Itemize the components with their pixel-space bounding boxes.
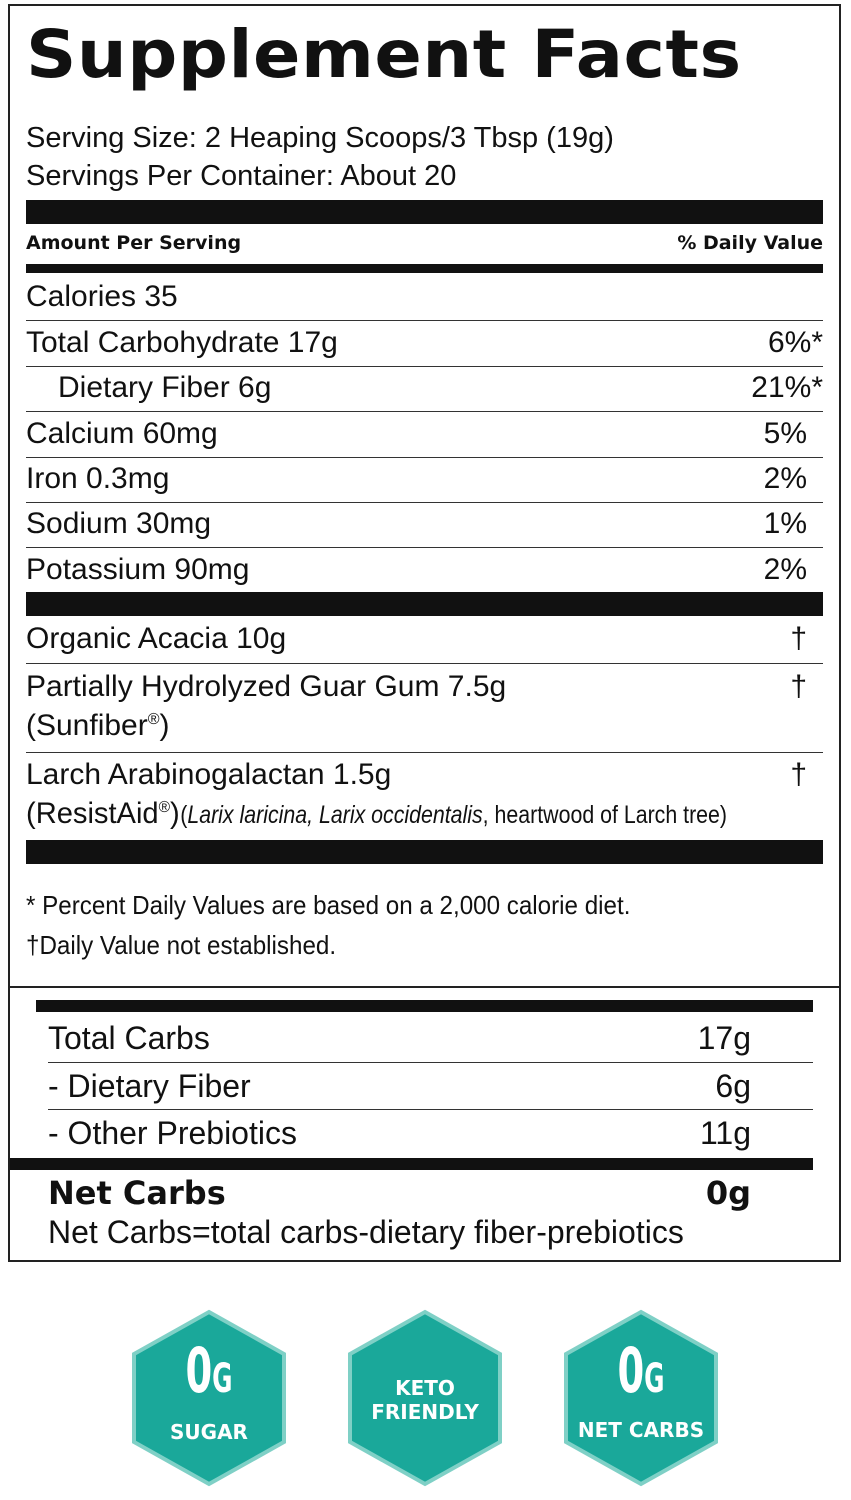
dv-potassium: 2% — [763, 553, 807, 586]
serving-size: Serving Size: 2 Heaping Scoops/3 Tbsp (19g) — [26, 122, 614, 154]
footnote-daily-values: * Percent Daily Values are based on a 2,000 calorie diet. — [26, 890, 631, 920]
row-divider — [26, 411, 823, 412]
row-divider — [26, 502, 823, 503]
net-carbs-formula: Net Carbs=total carbs-dietary fiber-prebiotics — [48, 1214, 684, 1250]
facts-title: Supplement Facts — [26, 16, 742, 93]
row-divider — [26, 663, 823, 664]
daily-value-header: % Daily Value — [677, 232, 823, 254]
row-divider — [26, 366, 823, 367]
carbs-value-other-prebiotics: 11g — [699, 1115, 751, 1151]
row-divider — [26, 752, 823, 753]
thick-divider — [10, 1158, 813, 1170]
dv-sodium: 1% — [763, 507, 807, 540]
net-carbs-panel — [8, 986, 841, 1262]
medium-divider — [26, 264, 823, 273]
carbs-value-dietary-fiber: 6g — [715, 1068, 751, 1104]
dv-larch: † — [790, 758, 807, 791]
row-potassium: Potassium 90mg — [26, 553, 250, 586]
carbs-row-other-prebiotics: - Other Prebiotics — [48, 1115, 297, 1151]
ingredient-guar-gum: Partially Hydrolyzed Guar Gum 7.5g — [26, 670, 507, 703]
keto-friendly-badge — [346, 1308, 504, 1488]
supplement-facts-panel — [8, 4, 841, 988]
carbs-row-dietary-fiber: - Dietary Fiber — [48, 1068, 251, 1104]
ingredient-resistaid: (ResistAid®)(Larix laricina, Larix occidentalis, heartwood of Larch tree) — [26, 797, 727, 830]
amount-per-serving-header: Amount Per Serving — [26, 232, 242, 254]
badge-zero-number: 0G — [617, 1334, 665, 1407]
ingredient-larch: Larch Arabinogalactan 1.5g — [26, 758, 392, 791]
thick-divider — [36, 1000, 813, 1012]
row-divider — [26, 457, 823, 458]
dv-iron: 2% — [763, 462, 807, 495]
row-divider — [26, 547, 823, 548]
row-divider — [48, 1109, 813, 1110]
dv-calcium: 5% — [763, 417, 807, 450]
row-calcium: Calcium 60mg — [26, 417, 218, 450]
row-divider — [48, 1062, 813, 1063]
thick-divider — [26, 840, 823, 864]
dv-dietary-fiber: 21%* — [751, 371, 823, 404]
net-carbs-label: Net Carbs — [48, 1174, 226, 1212]
ingredient-organic-acacia: Organic Acacia 10g — [26, 622, 287, 655]
row-calories: Calories 35 — [26, 280, 178, 313]
row-divider — [26, 320, 823, 321]
dv-organic-acacia: † — [790, 622, 807, 655]
carbs-row-total: Total Carbs — [48, 1020, 210, 1056]
dv-guar-gum: † — [790, 670, 807, 703]
ingredient-sunfiber: (Sunfiber®) — [26, 709, 170, 742]
row-total-carbohydrate: Total Carbohydrate 17g — [26, 326, 338, 359]
row-iron: Iron 0.3mg — [26, 462, 170, 495]
net-carbs-value: 0g — [705, 1174, 751, 1212]
zero-sugar-badge — [130, 1308, 288, 1488]
badge-keto-text: KETO FRIENDLY — [371, 1376, 479, 1424]
row-dietary-fiber: Dietary Fiber 6g — [58, 371, 272, 404]
servings-per-container: Servings Per Container: About 20 — [26, 160, 457, 192]
dv-total-carbohydrate: 6%* — [767, 326, 823, 359]
badge-zero-number: 0G — [185, 1334, 233, 1407]
footnote-dagger: †Daily Value not established. — [26, 930, 337, 960]
badge-caption: NET CARBS — [577, 1418, 705, 1442]
thick-divider — [26, 592, 823, 616]
thick-divider — [26, 200, 823, 224]
row-sodium: Sodium 30mg — [26, 507, 212, 540]
carbs-value-total: 17g — [697, 1020, 751, 1056]
zero-net-carbs-badge — [562, 1308, 720, 1488]
badge-caption: SUGAR — [170, 1420, 248, 1444]
